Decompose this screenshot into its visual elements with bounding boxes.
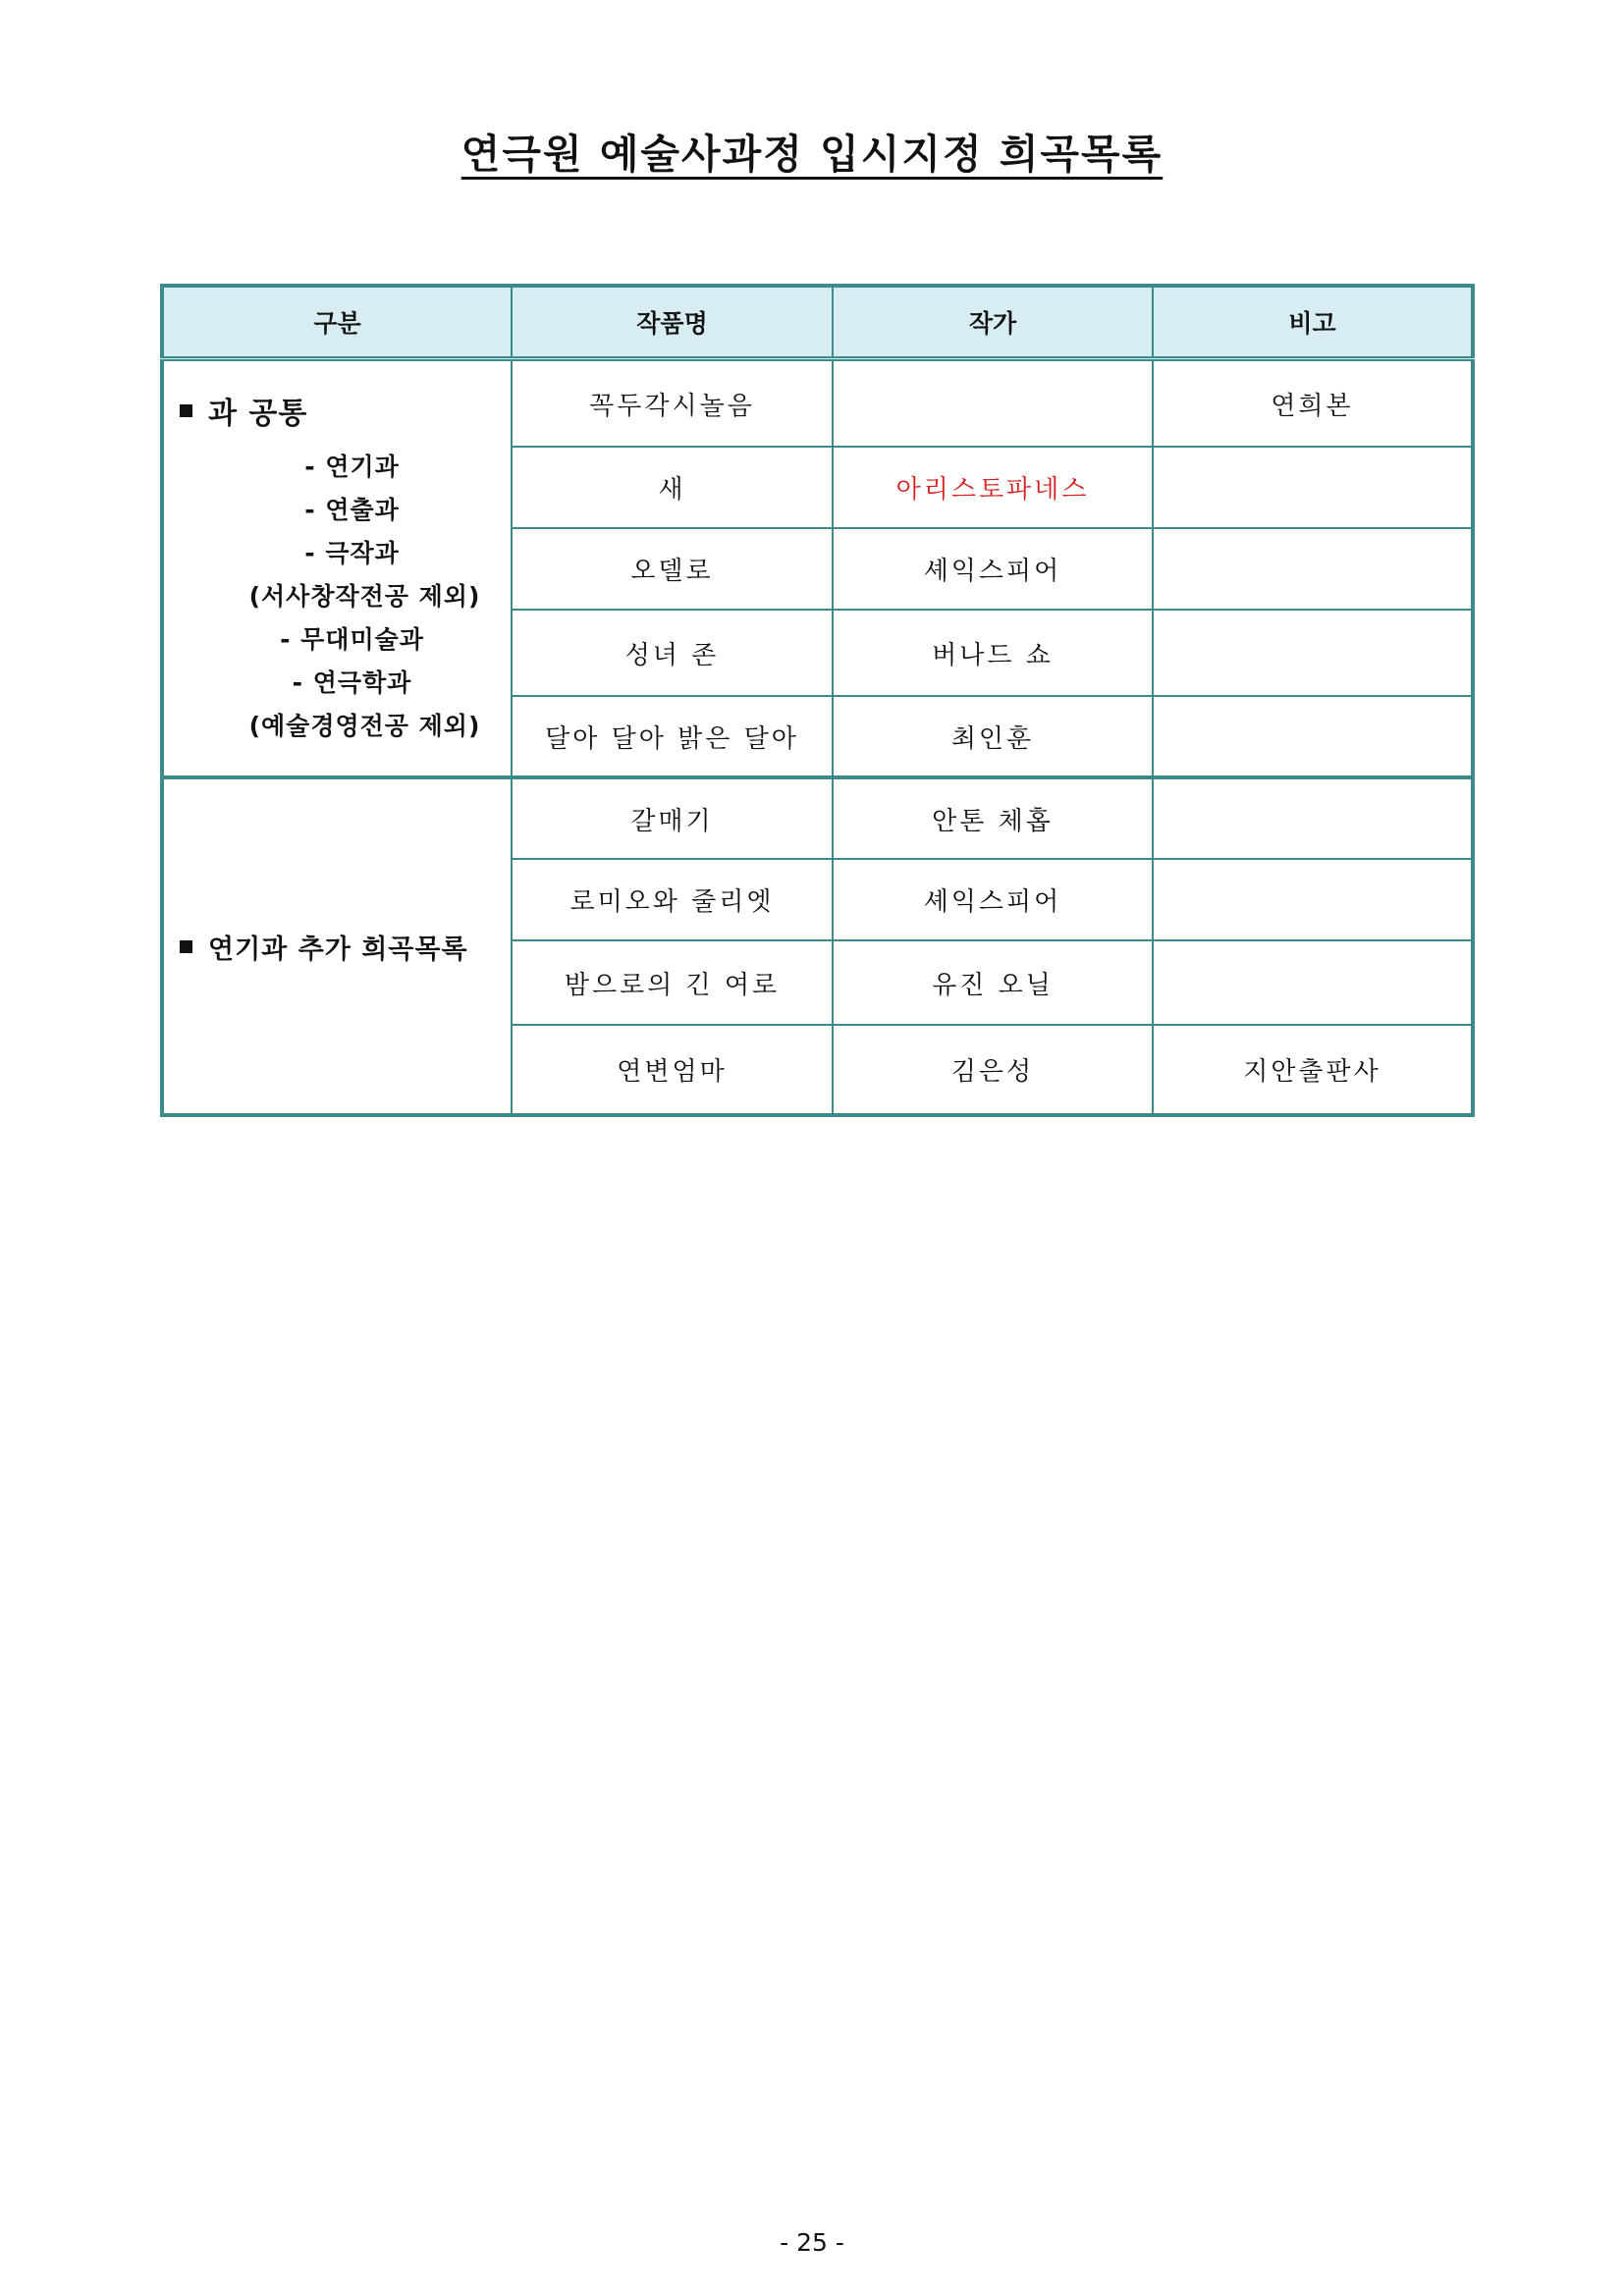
category-heading-acting [180,928,511,966]
author-cell: 안톤 체홉 [833,777,1153,859]
title-cell: 밤으로의 긴 여로 [512,940,833,1025]
category-cell-common [162,359,512,778]
note-cell [1153,447,1473,528]
author-cell: 유진 오닐 [833,940,1153,1025]
title-cell: 성녀 존 [512,610,833,696]
header-author: 작가 [833,286,1153,359]
category-item: - 무대미술과 [280,625,424,654]
title-cell: 연변엄마 [512,1025,833,1115]
header-title: 작품명 [512,286,833,359]
note-cell [1153,528,1473,610]
category-heading-common [180,389,511,432]
table-row [162,359,1473,448]
author-cell: 아리스토파네스 [833,447,1153,528]
header-note: 비고 [1153,286,1473,359]
category-item-note: (예술경영전공 제외) [248,712,481,740]
category-item: - 극작과 [304,539,400,567]
page-number: - 25 - [780,2228,844,2257]
author-cell: 셰익스피어 [833,859,1153,940]
category-heading-text: 과 공통 [208,397,308,431]
note-cell [1153,940,1473,1025]
category-block-acting [164,928,511,966]
note-cell [1153,610,1473,696]
note-cell: 지안출판사 [1153,1025,1473,1115]
title-cell: 새 [512,447,833,528]
square-bullet-icon [180,404,192,417]
title-cell: 갈매기 [512,777,833,859]
category-item: - 연출과 [304,496,400,524]
note-cell: 연희본 [1153,359,1473,448]
author-cell: 셰익스피어 [833,528,1153,610]
author-cell: 최인훈 [833,696,1153,777]
play-list-table [160,284,1475,1117]
document-title [0,122,1624,180]
title-cell: 로미오와 줄리엣 [512,859,833,940]
category-item-note: (서사창작전공 제외) [248,582,481,611]
table-header-row [162,286,1473,359]
author-cell: 김은성 [833,1025,1153,1115]
table-row [162,777,1473,859]
author-cell [833,359,1153,448]
title-cell: 꼭두각시놀음 [512,359,833,448]
category-cell-acting [162,777,512,1115]
header-category: 구분 [162,286,512,359]
category-item: - 연기과 [304,453,400,481]
title-cell: 오델로 [512,528,833,610]
document-title-text: 연극원 예술사과정 입시지정 희곡목록 [460,131,1164,178]
note-cell [1153,696,1473,777]
note-cell [1153,777,1473,859]
category-heading-text: 연기과 추가 희곡목록 [208,934,468,965]
square-bullet-icon [180,940,192,953]
author-cell: 버나드 쇼 [833,610,1153,696]
note-cell [1153,859,1473,940]
category-block-common [164,389,511,748]
category-item: - 연극학과 [292,668,412,697]
title-cell: 달아 달아 밝은 달아 [512,696,833,777]
